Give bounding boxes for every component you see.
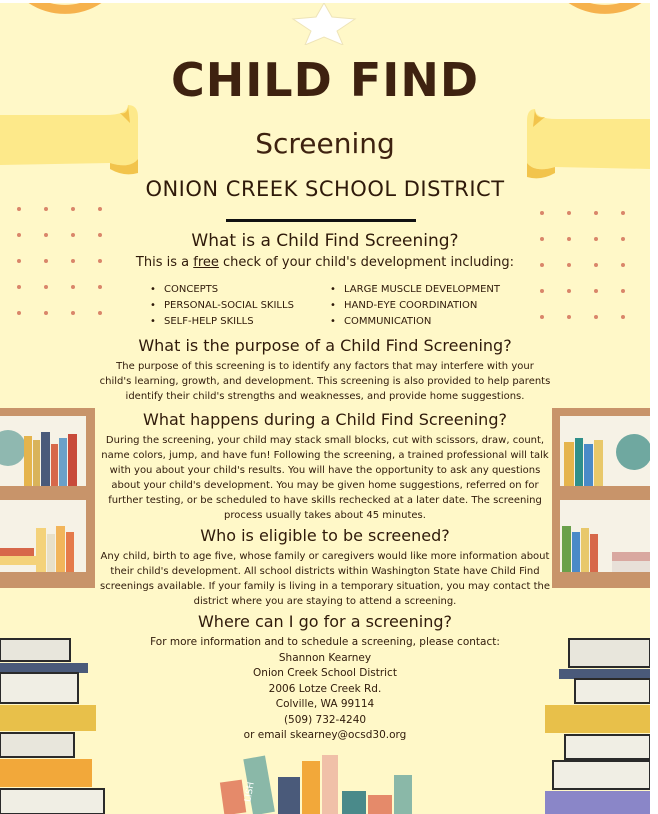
contact-email: or email skearney@ocsd30.org xyxy=(243,729,407,741)
decor-dot xyxy=(594,211,598,215)
flyer xyxy=(0,3,650,814)
intro-line xyxy=(0,255,650,270)
decor-dot xyxy=(540,211,544,215)
decor-dot xyxy=(98,285,102,289)
bullet-item: • SELF-HELP SKILLS xyxy=(150,314,294,330)
decor-dot xyxy=(594,315,598,319)
eligible-text: Any child, birth to age five, whose family or caregivers would like more information about their child's development. All school districts within Washington State have Child Find screenings available. If your family is living in a temporary situation, you may contact the district where you are staying to attend a screening. xyxy=(100,551,550,607)
flyer-subtitle: Screening xyxy=(255,127,395,160)
decor-dot xyxy=(71,207,75,211)
decor-dot xyxy=(540,289,544,293)
decor-dot xyxy=(621,289,625,293)
bullets-right xyxy=(330,282,500,330)
contact-name: Shannon Kearney xyxy=(278,651,372,664)
contact-city: Colville, WA 99114 xyxy=(275,698,375,710)
decor-dot xyxy=(621,315,625,319)
contact-phone: (509) 732-4240 xyxy=(283,713,367,726)
flyer-title: CHILD FIND xyxy=(170,53,480,107)
book-stack-right xyxy=(545,635,650,814)
purpose-text: The purpose of this screening is to identify any factors that may interfere with your child's learning, growth, and development. This screening is also provided to help parents identify their child's strengths and weaknesses, and provide home suggestions. xyxy=(99,361,551,402)
decor-dot xyxy=(98,311,102,315)
contact-org: Onion Creek School District xyxy=(253,667,397,679)
heading-purpose: What is the purpose of a Child Find Screening? xyxy=(138,336,512,355)
decor-dot xyxy=(621,211,625,215)
decor-dot xyxy=(594,289,598,293)
decor-dot xyxy=(17,207,21,211)
bullet-item: • HAND-EYE COORDINATION xyxy=(330,298,500,314)
intro-free: free xyxy=(193,255,219,270)
decor-dot xyxy=(44,207,48,211)
bullets-left xyxy=(150,282,294,330)
contact-street: 2006 Lotze Creek Rd. xyxy=(268,682,382,695)
decor-dot xyxy=(540,315,544,319)
decor-dot xyxy=(567,289,571,293)
heading-during: What happens during a Child Find Screening? xyxy=(143,410,507,429)
bullet-item: • LARGE MUSCLE DEVELOPMENT xyxy=(330,282,500,298)
decor-dot xyxy=(567,211,571,215)
heading-eligible: Who is eligible to be screened? xyxy=(200,526,450,545)
decor-dot xyxy=(17,285,21,289)
decor-dot xyxy=(71,311,75,315)
decor-dot xyxy=(71,285,75,289)
heading-what-is: What is a Child Find Screening? xyxy=(191,231,459,251)
decor-dot xyxy=(44,311,48,315)
bullet-item: • CONCEPTS xyxy=(150,282,294,298)
bullet-item: • PERSONAL-SOCIAL SKILLS xyxy=(150,298,294,314)
decor-dot xyxy=(98,207,102,211)
contact-intro: For more information and to schedule a screening, please contact: xyxy=(150,636,500,648)
intro-after: check of your child's development including: xyxy=(218,255,515,270)
book-spine-label: LISH xyxy=(243,781,257,803)
book-stack-left xyxy=(0,635,110,814)
title-divider xyxy=(226,219,416,222)
decor-dot xyxy=(567,315,571,319)
district-name: ONION CREEK SCHOOL DISTRICT xyxy=(145,177,505,201)
intro-before: This is a xyxy=(135,255,194,270)
star-icon xyxy=(291,3,357,45)
bullet-item: • COMMUNICATION xyxy=(330,314,500,330)
heading-where: Where can I go for a screening? xyxy=(197,612,453,631)
decor-dot xyxy=(17,311,21,315)
during-text: During the screening, your child may stack small blocks, cut with scissors, draw, count, name colors, jump, and have fun! Following the screening, a trained professional will talk with you about your child's results. You will have the opportunity to ask any questions about your child's development. You may be given home suggestions, referred on for further testing, or be scheduled to have skills rechecked at a later date. The screening process usually takes about 45 minutes. xyxy=(101,435,549,521)
decor-dot xyxy=(44,285,48,289)
